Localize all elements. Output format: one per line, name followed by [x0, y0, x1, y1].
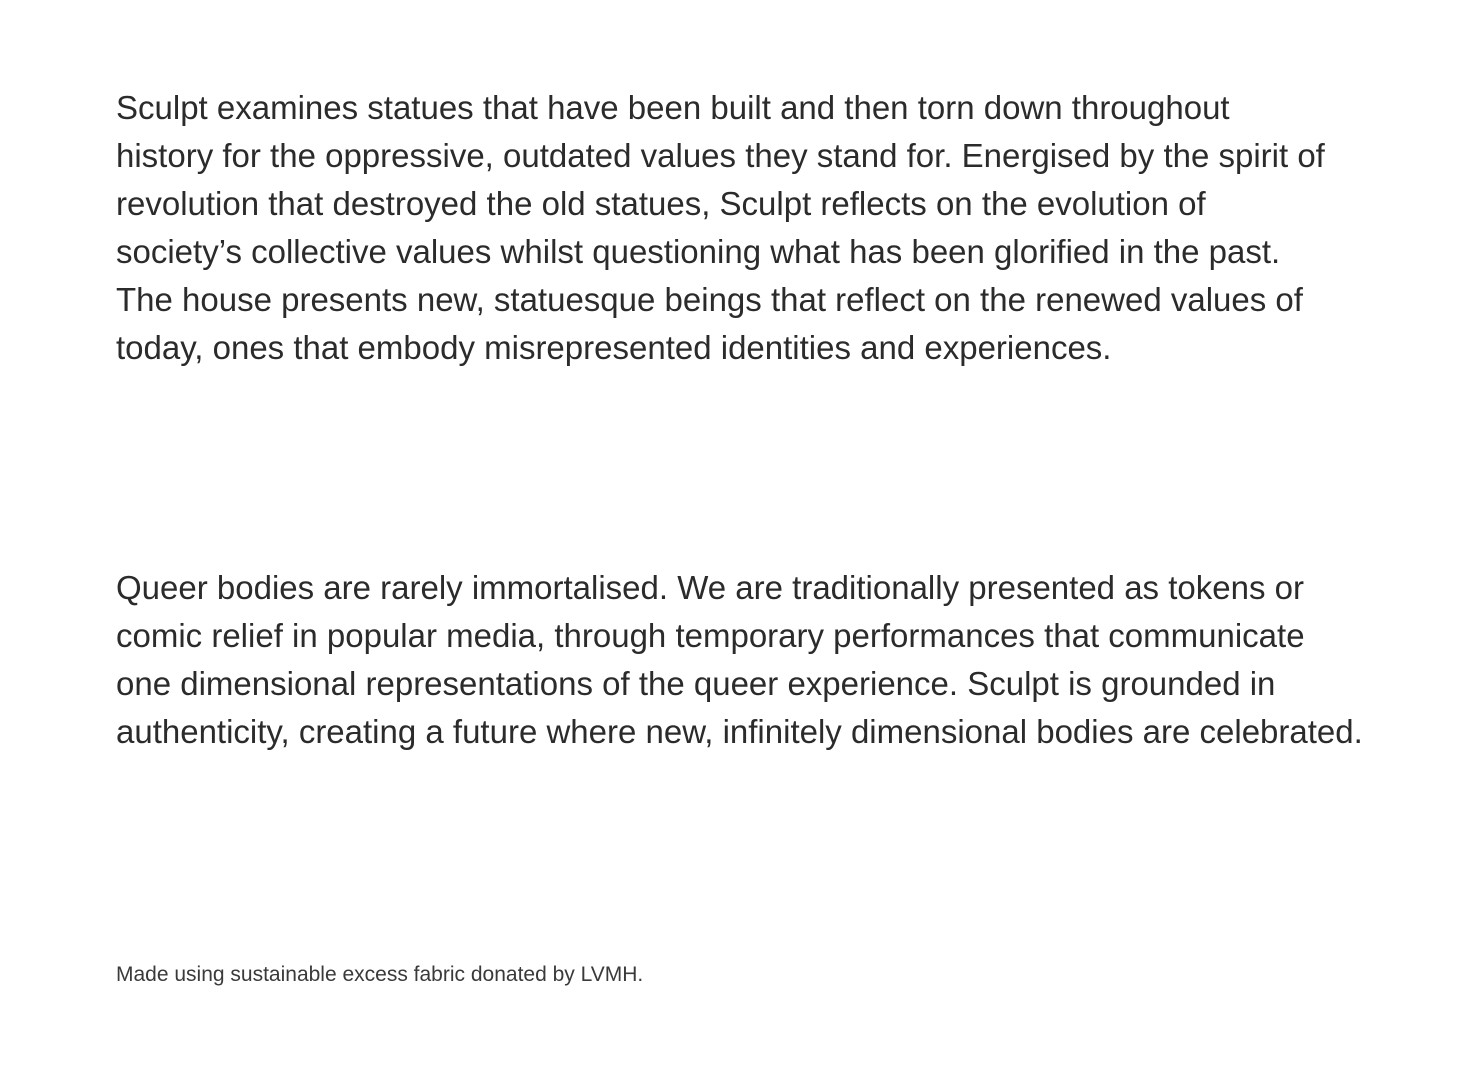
intro-paragraph: Sculpt examines statues that have been built and then torn down throughout history for the oppressive, outdated values they stand for. Energised by the spirit of revolution that destroyed the old statues, Sculpt reflects on the evolution of society’s collective values whilst questioning what has been glorified in the past. The house presents new, statuesque beings that reflect on the renewed values of today, ones that embody misrepresented identities and experiences.	[116, 89, 1325, 366]
queer-bodies-paragraph: Queer bodies are rarely immortalised. We are traditionally presented as tokens or comic relief in popular media, through temporary performances that communicate one dimensional representations of the queer experience. Sculpt is grounded in authenticity, creating a future where new, infinitely dimensional bodies are celebrated.	[116, 569, 1363, 750]
fabric-credit-note: Made using sustainable excess fabric donated by LVMH.	[116, 963, 644, 986]
